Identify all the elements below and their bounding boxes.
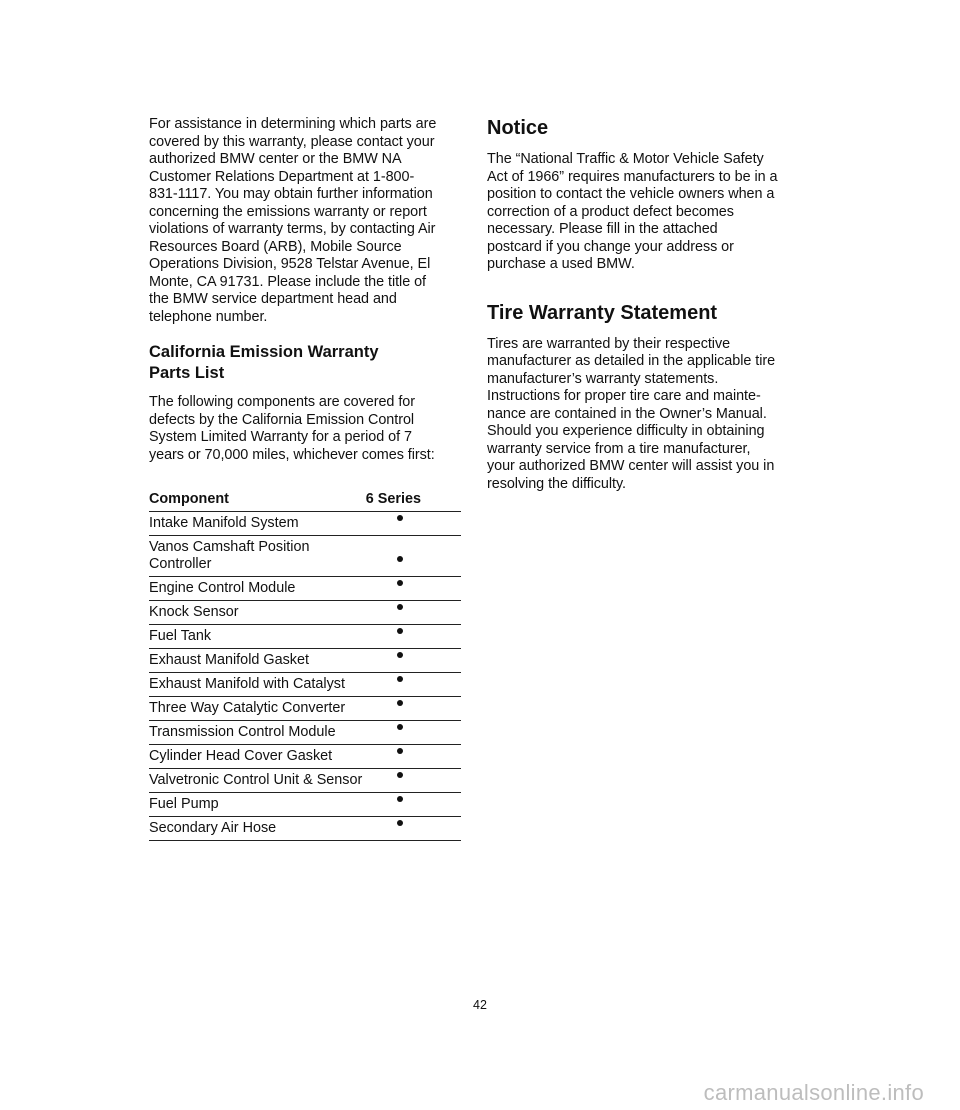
component-name: Vanos Camshaft Position Controller <box>149 539 310 572</box>
table-row <box>149 577 461 601</box>
table-row <box>149 649 461 673</box>
component-name: Three Way Catalytic Converter <box>149 700 346 716</box>
bullet-dot-icon <box>397 820 403 826</box>
table-row <box>149 625 461 649</box>
table-row <box>149 745 461 769</box>
bullet-dot-icon <box>397 515 403 521</box>
table-row <box>149 697 461 721</box>
site-watermark: carmanualsonline.info <box>703 1080 924 1105</box>
table-row <box>149 817 461 841</box>
bullet-dot-icon <box>397 748 403 754</box>
component-name: Exhaust Manifold with Catalyst <box>149 676 345 692</box>
series-column-header: 6 Series <box>365 491 421 507</box>
component-name: Fuel Tank <box>149 628 212 644</box>
table-row <box>149 601 461 625</box>
table-row <box>149 721 461 745</box>
component-name: Fuel Pump <box>149 796 219 812</box>
right-column <box>487 116 807 493</box>
parts-table <box>149 512 461 841</box>
bullet-dot-icon <box>397 700 403 706</box>
parts-list-heading: California Emission Warranty Parts List <box>149 343 379 382</box>
table-row <box>149 536 461 577</box>
intro-paragraph: For assistance in determining which parts are covered by this warranty, please contact your authorized BMW center or the BMW NA Customer Relations Department at 1-800- 831-1117. You may obtain further information concerning the emissions warranty or report violations of warranty terms, by contacting Air Resources Board (ARB), Mobile Source Operations Division, 9528 Telstar Avenue, El Monte, CA 91731. Please include the title of the BMW service department head and telephone number. <box>149 116 437 325</box>
component-name: Knock Sensor <box>149 604 239 620</box>
bullet-dot-icon <box>397 676 403 682</box>
component-column-header: Component <box>149 491 229 507</box>
component-name: Exhaust Manifold Gasket <box>149 652 309 668</box>
bullet-dot-icon <box>397 580 403 586</box>
parts-list-intro: The following components are covered for defects by the California Emission Control System Limited Warranty for a period of 7 years or 70,000 miles, whichever comes first: <box>149 394 435 463</box>
notice-heading: Notice <box>487 117 549 139</box>
left-column <box>149 116 461 841</box>
component-name: Cylinder Head Cover Gasket <box>149 748 333 764</box>
bullet-dot-icon <box>397 772 403 778</box>
table-row <box>149 673 461 697</box>
component-name: Engine Control Module <box>149 580 296 596</box>
bullet-dot-icon <box>397 724 403 730</box>
component-name: Valvetronic Control Unit & Sensor <box>149 772 363 788</box>
tire-warranty-paragraph: Tires are warranted by their respective manufacturer as detailed in the applicable tire manufacturer’s warranty statements. Instructions for proper tire care and mainte- nance are contained in the Owner’s Manual. Should you experience difficulty in obtaining warranty service from a tire manufacturer, your authorized BMW center will assist you in resolving the difficulty. <box>487 335 776 492</box>
bullet-dot-icon <box>397 604 403 610</box>
notice-paragraph: The “National Traffic & Motor Vehicle Safety Act of 1966” requires manufacturers to be in a position to contact the vehicle owners when a correction of a product defect becomes necessary. Please fill in the attached postcard if you change your address or purchase a used BMW. <box>487 151 778 272</box>
tire-warranty-heading: Tire Warranty Statement <box>487 301 718 324</box>
bullet-dot-icon <box>397 556 403 562</box>
component-name: Secondary Air Hose <box>149 820 277 836</box>
table-row <box>149 512 461 536</box>
component-name: Transmission Control Module <box>149 724 336 740</box>
table-row <box>149 793 461 817</box>
bullet-dot-icon <box>397 652 403 658</box>
table-row <box>149 769 461 793</box>
parts-table-header <box>149 491 461 512</box>
page-number: 42 <box>473 998 487 1012</box>
bullet-dot-icon <box>397 796 403 802</box>
component-name: Intake Manifold System <box>149 515 299 531</box>
bullet-dot-icon <box>397 628 403 634</box>
